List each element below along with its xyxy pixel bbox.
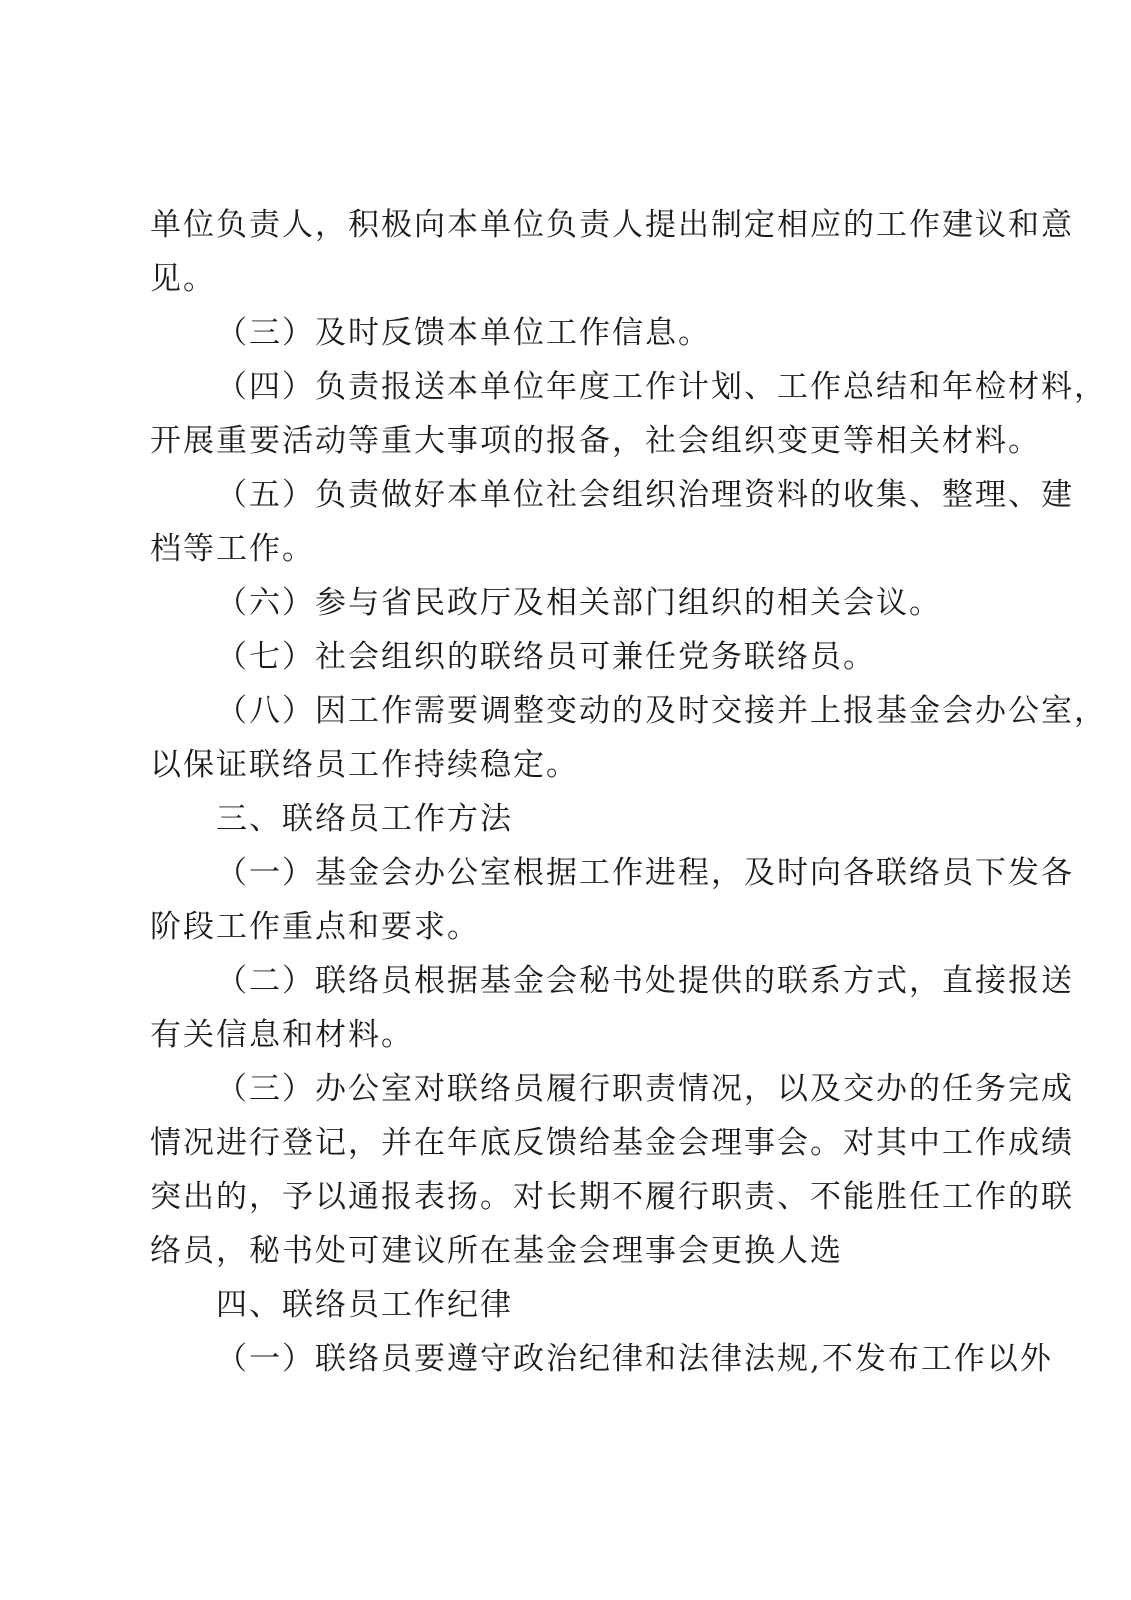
paragraph-line: （六）参与省民政厅及相关部门组织的相关会议。 [216, 585, 942, 621]
paragraph-line: （二）联络员根据基金会秘书处提供的联系方式，直接报送 [216, 963, 1074, 999]
paragraph-line: （三）办公室对联络员履行职责情况，以及交办的任务完成 [216, 1071, 1074, 1107]
paragraph-line: 络员，秘书处可建议所在基金会理事会更换人选 [150, 1233, 843, 1269]
section-heading: 四、联络员工作纪律 [216, 1287, 513, 1323]
section-heading: 三、联络员工作方法 [216, 801, 513, 837]
paragraph-line: （四）负责报送本单位年度工作计划、工作总结和年检材料， [216, 369, 1107, 405]
paragraph-line: 见。 [150, 261, 216, 297]
paragraph-line: 单位负责人，积极向本单位负责人提出制定相应的工作建议和意 [150, 207, 1074, 243]
paragraph-line: （八）因工作需要调整变动的及时交接并上报基金会办公室， [216, 693, 1107, 729]
paragraph-line: （一）联络员要遵守政治纪律和法律法规,不发布工作以外 [216, 1341, 1053, 1377]
paragraph-line: 档等工作。 [150, 531, 315, 567]
paragraph-line: 阶段工作重点和要求。 [150, 909, 480, 945]
paragraph-line: 以保证联络员工作持续稳定。 [150, 747, 579, 783]
paragraph-line: 突出的，予以通报表扬。对长期不履行职责、不能胜任工作的联 [150, 1179, 1074, 1215]
paragraph-line: 开展重要活动等重大事项的报备，社会组织变更等相关材料。 [150, 423, 1041, 459]
paragraph-line: 有关信息和材料。 [150, 1017, 414, 1053]
paragraph-line: （一）基金会办公室根据工作进程，及时向各联络员下发各 [216, 855, 1074, 891]
paragraph-line: （三）及时反馈本单位工作信息。 [216, 315, 711, 351]
paragraph-line: 情况进行登记，并在年底反馈给基金会理事会。对其中工作成绩 [150, 1125, 1074, 1161]
document-body [150, 198, 1107, 1386]
paragraph-line: （五）负责做好本单位社会组织治理资料的收集、整理、建 [216, 477, 1074, 513]
paragraph-line: （七）社会组织的联络员可兼任党务联络员。 [216, 639, 876, 675]
